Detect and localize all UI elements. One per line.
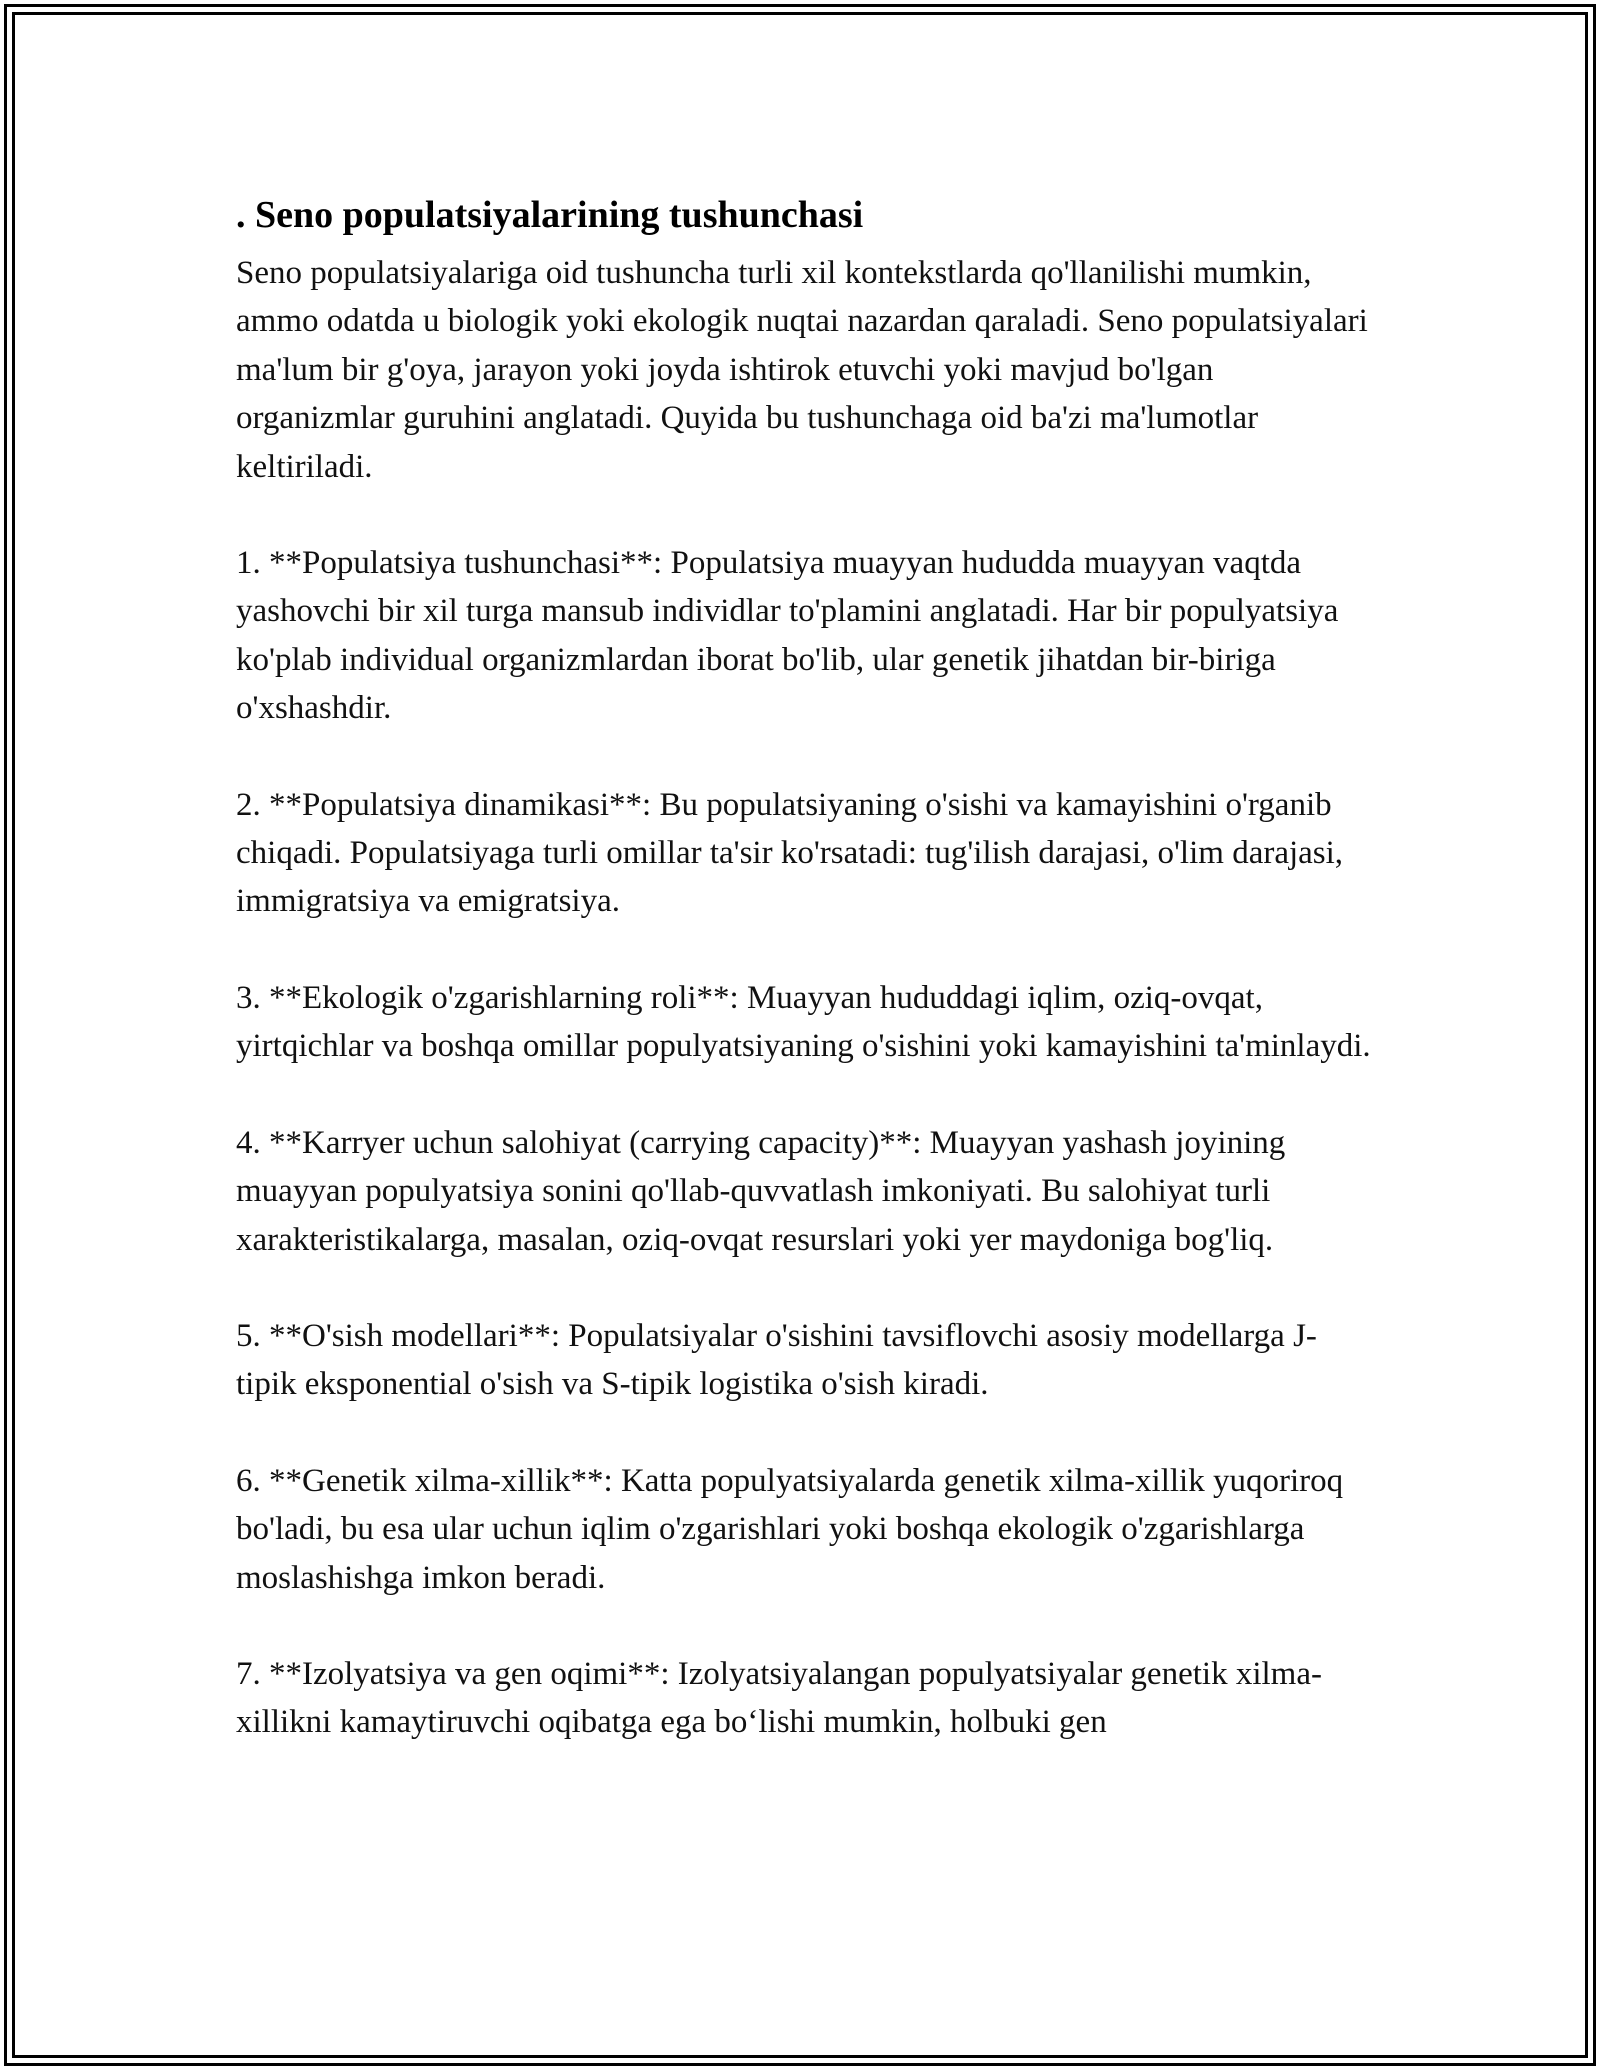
- list-item: 6. **Genetik xilma-xillik**: Katta populyatsiyalarda genetik xilma-xillik yuqoriroq bo'ladi, bu esa ular uchun iqlim o'zgarishlari yoki boshqa ekologik o'zgarishlarga moslashishga imkon beradi.: [236, 1462, 1344, 1596]
- list-item: 3. **Ekologik o'zgarishlarning roli**: Muayyan hududdagi iqlim, oziq-ovqat, yirtqichlar va boshqa omillar populyatsiyaning o'sishini yoki kamayishini ta'minlaydi.: [236, 979, 1371, 1065]
- list-item: 5. **O'sish modellari**: Populatsiyalar o'sishini tavsiflovchi asosiy modellarga J-tipik eksponential o'sish va S-tipik logistika o'sish kiradi.: [236, 1317, 1317, 1403]
- list-item: 2. **Populatsiya dinamikasi**: Bu populatsiyaning o'sishi va kamayishini o'rganib chiqadi. Populatsiyaga turli omillar ta'sir ko'rsatadi: tug'ilish darajasi, o'lim darajasi, immigratsiya va emigratsiya.: [236, 786, 1344, 920]
- list-item: 4. **Karryer uchun salohiyat (carrying capacity)**: Muayyan yashash joyining muayyan populyatsiya sonini qo'llab-quvvatlash imkoniyati. Bu salohiyat turli xarakteristikalarga, masalan, oziq-ovqat resurslari yoki yer maydoniga bog'liq.: [236, 1124, 1286, 1258]
- intro-paragraph: Seno populatsiyalariga oid tushuncha turli xil kontekstlarda qo'llanilishi mumkin, ammo odatda u biologik yoki ekologik nuqtai nazardan qaraladi. Seno populatsiyalari ma'lum bir g'oya, jarayon yoki joyda ishtirok etuvchi yoki mavjud bo'lgan organizmlar guruhini anglatadi. Quyida bu tushunchaga oid ba'zi ma'lumotlar keltiriladi.: [236, 255, 1368, 485]
- document-body: [236, 185, 1376, 1747]
- list-item: 1. **Populatsiya tushunchasi**: Populatsiya muayyan hududda muayyan vaqtda yashovchi bir xil turga mansub individlar to'plamini anglatadi. Har bir populyatsiya ko'plab individual organizmlardan iborat bo'lib, ular genetik jihatdan bir-biriga o'xshashdir.: [236, 545, 1339, 727]
- page-title: . Seno populatsiyalarining tushunchasi: [236, 194, 864, 236]
- list-item: 7. **Izolyatsiya va gen oqimi**: Izolyatsiyalangan populyatsiyalar genetik xilma-xillikni kamaytiruvchi oqibatga ega bo‘lishi mumkin, holbuki gen: [236, 1655, 1322, 1741]
